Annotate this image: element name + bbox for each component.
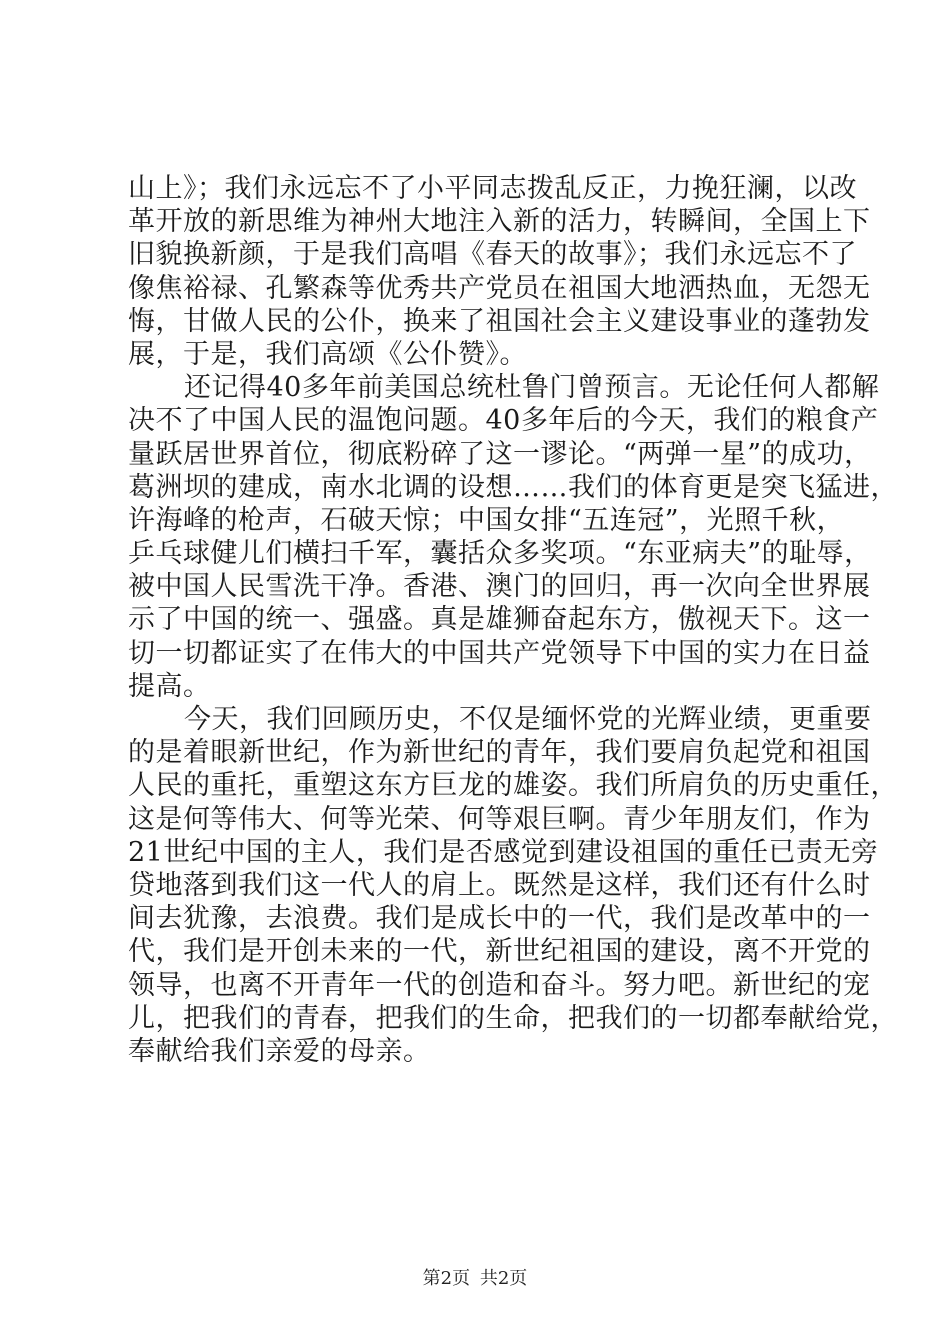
text-line: 间去犹豫，去浪费。我们是成长中的一代，我们是改革中的一 bbox=[128, 903, 871, 935]
text-line: 提高。 bbox=[128, 670, 211, 702]
text-line: 葛洲坝的建成，南水北调的设想……我们的体育更是突飞猛进， bbox=[128, 471, 898, 503]
text-line: 还记得40多年前美国总统杜鲁门曾预言。无论任何人都解 bbox=[184, 372, 880, 404]
page-number: 第2页 bbox=[422, 1268, 471, 1289]
text-line: 奉献给我们亲爱的母亲。 bbox=[128, 1035, 431, 1067]
text-line: 代，我们是开创未来的一代，新世纪祖国的建设，离不开党的 bbox=[128, 936, 871, 968]
paragraph bbox=[128, 703, 898, 1068]
text-line: 许海峰的枪声，石破天惊；中国女排“五连冠”，光照千秋， bbox=[128, 504, 845, 536]
text-line: 乒乓球健儿们横扫千军，囊括众多奖项。“东亚病夫”的耻辱， bbox=[128, 538, 872, 570]
text-line: 人民的重托，重塑这东方巨龙的雄姿。我们所肩负的历史重任， bbox=[128, 770, 898, 802]
text-line: 的是着眼新世纪，作为新世纪的青年，我们要肩负起党和祖国 bbox=[128, 737, 871, 769]
text-line: 今天，我们回顾历史，不仅是缅怀党的光辉业绩，更重要 bbox=[184, 704, 872, 735]
text-line: 领导，也离不开青年一代的创造和奋斗。努力吧。新世纪的宠 bbox=[128, 969, 871, 1001]
text-line: 贷地落到我们这一代人的肩上。既然是这样，我们还有什么时 bbox=[128, 869, 871, 901]
document-body bbox=[128, 172, 898, 1068]
text-line: 儿，把我们的青春，把我们的生命，把我们的一切都奉献给党， bbox=[128, 1002, 898, 1034]
text-line: 这是何等伟大、何等光荣、何等艰巨啊。青少年朋友们，作为 bbox=[128, 803, 871, 835]
page-footer bbox=[0, 1268, 950, 1290]
text-line: 切一切都证实了在伟大的中国共产党领导下中国的实力在日益 bbox=[128, 637, 871, 669]
text-line: 被中国人民雪洗干净。香港、澳门的回归，再一次向全世界展 bbox=[128, 571, 871, 603]
paragraph bbox=[128, 371, 898, 703]
text-line: 决不了中国人民的温饱问题。40多年后的今天，我们的粮食产 bbox=[128, 405, 879, 437]
text-line: 旧貌换新颜，于是我们高唱《春天的故事》；我们永远忘不了 bbox=[128, 239, 857, 271]
text-line: 山上》；我们永远忘不了小平同志拨乱反正，力挽狂澜，以改 bbox=[128, 173, 857, 204]
text-line: 21世纪中国的主人，我们是否感觉到建设祖国的重任已责无旁 bbox=[128, 836, 879, 868]
text-line: 展，于是，我们高颂《公仆赞》。 bbox=[128, 338, 527, 370]
text-line: 像焦裕禄、孔繁森等优秀共产党员在祖国大地洒热血，无怨无 bbox=[128, 272, 871, 304]
page-total: 共2页 bbox=[479, 1268, 528, 1289]
text-line: 革开放的新思维为神州大地注入新的活力，转瞬间，全国上下 bbox=[128, 206, 871, 238]
paragraph bbox=[128, 172, 871, 371]
text-line: 示了中国的统一、强盛。真是雄狮奋起东方，傲视天下。这一 bbox=[128, 604, 871, 636]
text-line: 悔，甘做人民的公仆，换来了祖国社会主义建设事业的蓬勃发 bbox=[128, 305, 871, 337]
text-line: 量跃居世界首位，彻底粉碎了这一谬论。“两弹一星”的成功， bbox=[128, 438, 872, 470]
